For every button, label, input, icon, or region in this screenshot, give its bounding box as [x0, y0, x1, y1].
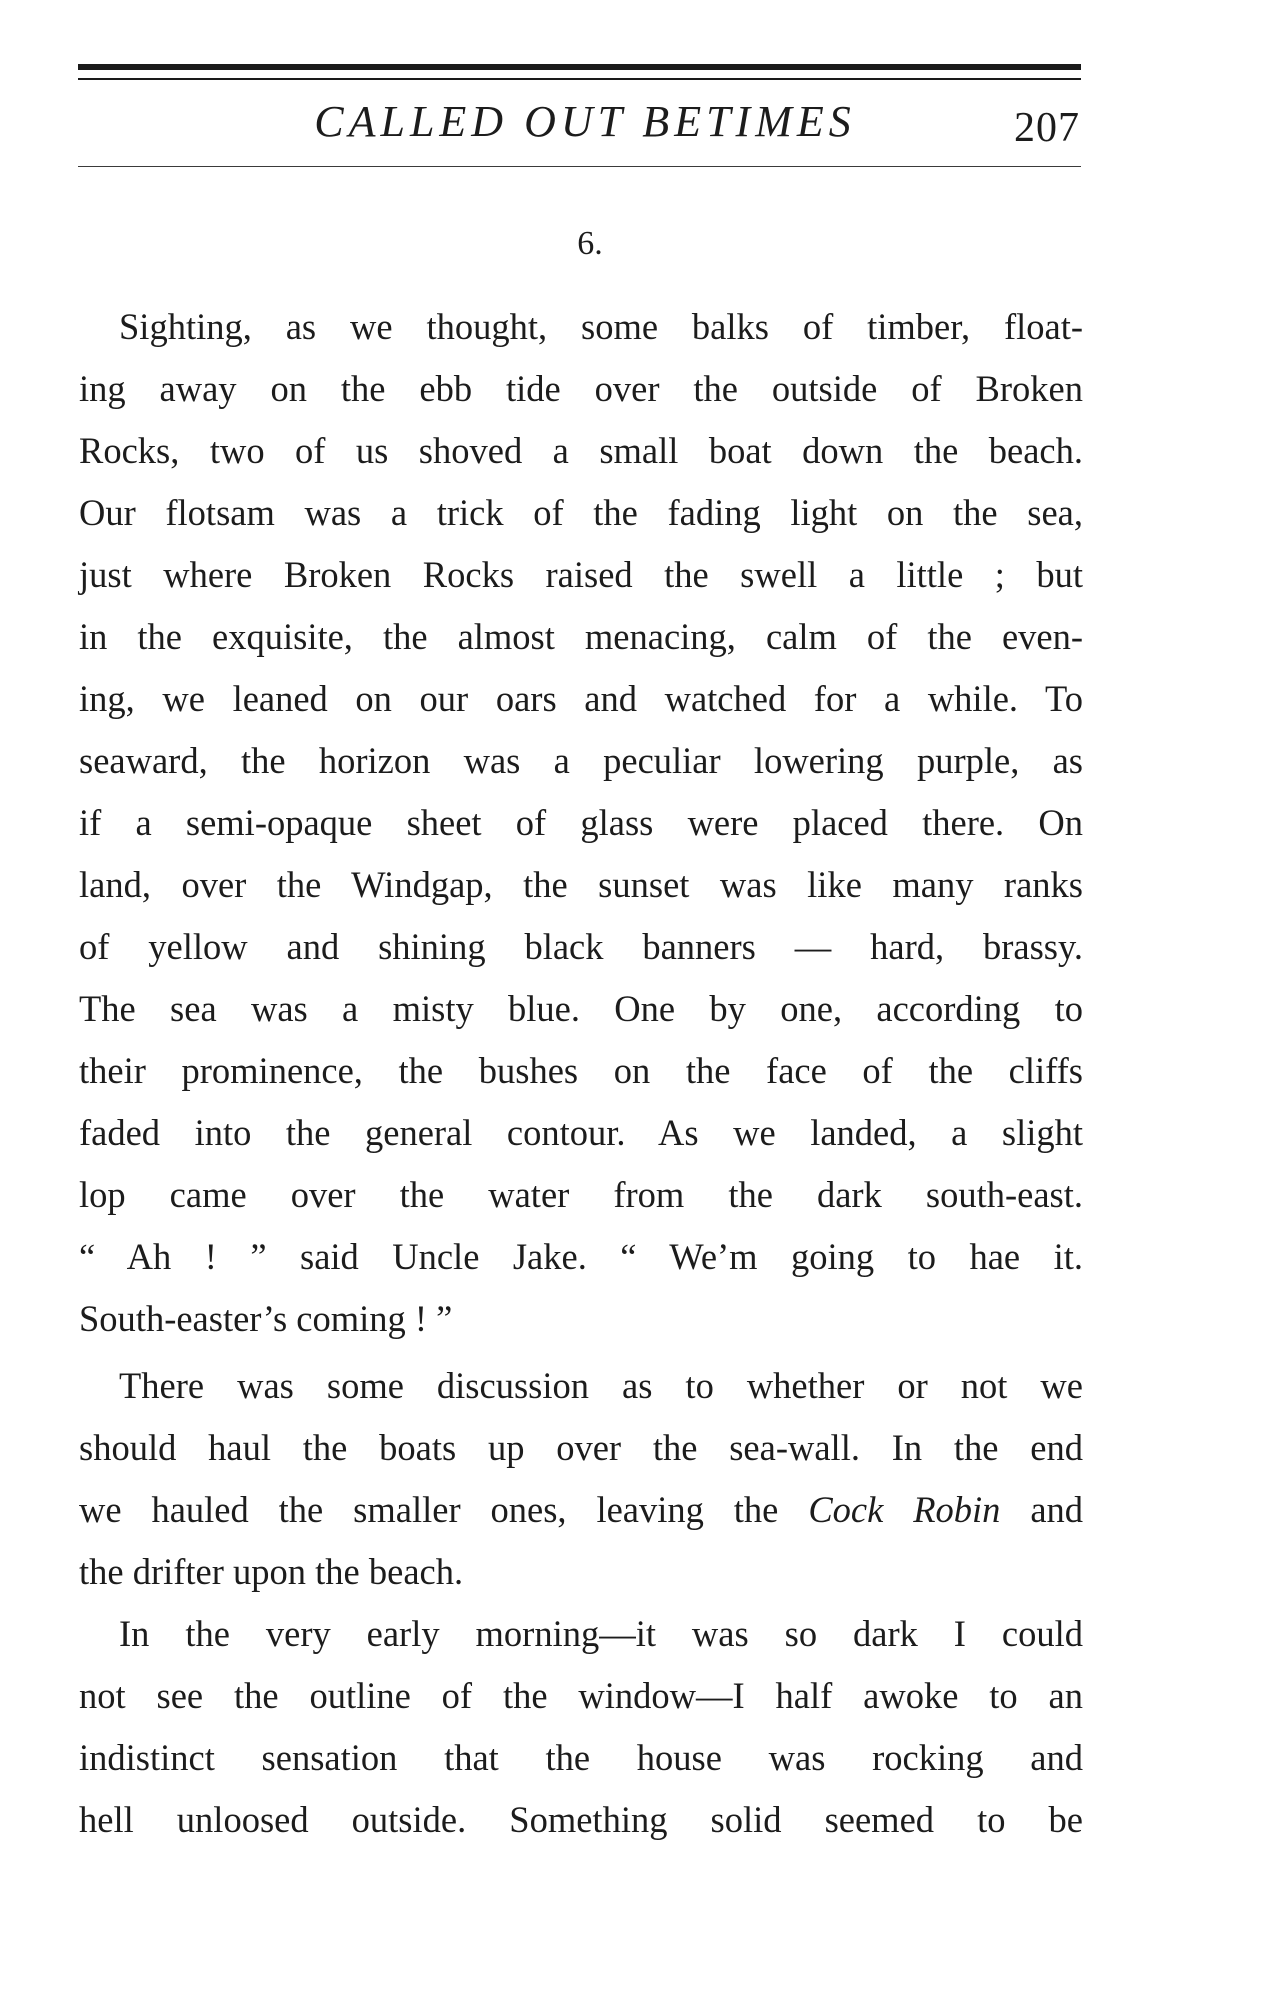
paragraph-1	[79, 296, 1083, 1350]
header-rule-under	[78, 166, 1081, 167]
text-line: The sea was a misty blue. One by one, according to	[79, 988, 1083, 1029]
header-rule-thin	[78, 78, 1081, 80]
text-line: if a semi-opaque sheet of glass were placed there. On	[79, 802, 1083, 843]
running-title: CALLED OUT BETIMES	[314, 97, 856, 146]
text-line: ing away on the ebb tide over the outside of Broken	[79, 368, 1083, 409]
text-line: Rocks, two of us shoved a small boat down the beach.	[79, 430, 1083, 471]
text-line: “ Ah ! ” said Uncle Jake. “ We’m going to hae it.	[79, 1236, 1083, 1277]
text-line: land, over the Windgap, the sunset was like many ranks	[79, 864, 1083, 905]
paragraph-2	[79, 1355, 1083, 1603]
text-line: in the exquisite, the almost menacing, calm of the even-	[79, 616, 1083, 657]
section-number: 6.	[577, 225, 603, 262]
paragraph-3	[79, 1603, 1083, 1851]
text-line: seaward, the horizon was a peculiar lowering purple, as	[79, 740, 1083, 781]
text-line: their prominence, the bushes on the face of the cliffs	[79, 1050, 1083, 1091]
text-line: Sighting, as we thought, some balks of timber, float-	[119, 306, 1083, 347]
text-line: South-easter’s coming ! ”	[79, 1298, 453, 1339]
text-line: just where Broken Rocks raised the swell a little ; but	[79, 554, 1083, 595]
text-line: hell unloosed outside. Something solid seemed to be	[79, 1799, 1083, 1840]
text-line: indistinct sensation that the house was rocking and	[79, 1737, 1083, 1778]
text-line: not see the outline of the window—I half awoke to an	[79, 1675, 1083, 1716]
text-line: In the very early morning—it was so dark I could	[119, 1613, 1083, 1654]
text-line: should haul the boats up over the sea-wall. In the end	[79, 1427, 1083, 1468]
text-line: the drifter upon the beach.	[79, 1551, 464, 1592]
text-line: There was some discussion as to whether or not we	[119, 1365, 1083, 1406]
page-number: 207	[1014, 105, 1080, 151]
text-line: faded into the general contour. As we landed, a slight	[79, 1112, 1083, 1153]
text-line: of yellow and shining black banners — hard, brassy.	[79, 926, 1083, 967]
text-line: ing, we leaned on our oars and watched for a while. To	[79, 678, 1083, 719]
text-run: and	[1030, 1489, 1084, 1530]
header-rule-thick	[78, 64, 1081, 70]
text-line: lop came over the water from the dark south-east.	[79, 1174, 1083, 1215]
text-run: we hauled the smaller ones, leaving the	[79, 1489, 779, 1530]
text-line-with-italic	[79, 1479, 1083, 1541]
italic-boat-name: Cock Robin	[808, 1489, 1001, 1530]
text-line: Our flotsam was a trick of the fading light on the sea,	[79, 492, 1083, 533]
